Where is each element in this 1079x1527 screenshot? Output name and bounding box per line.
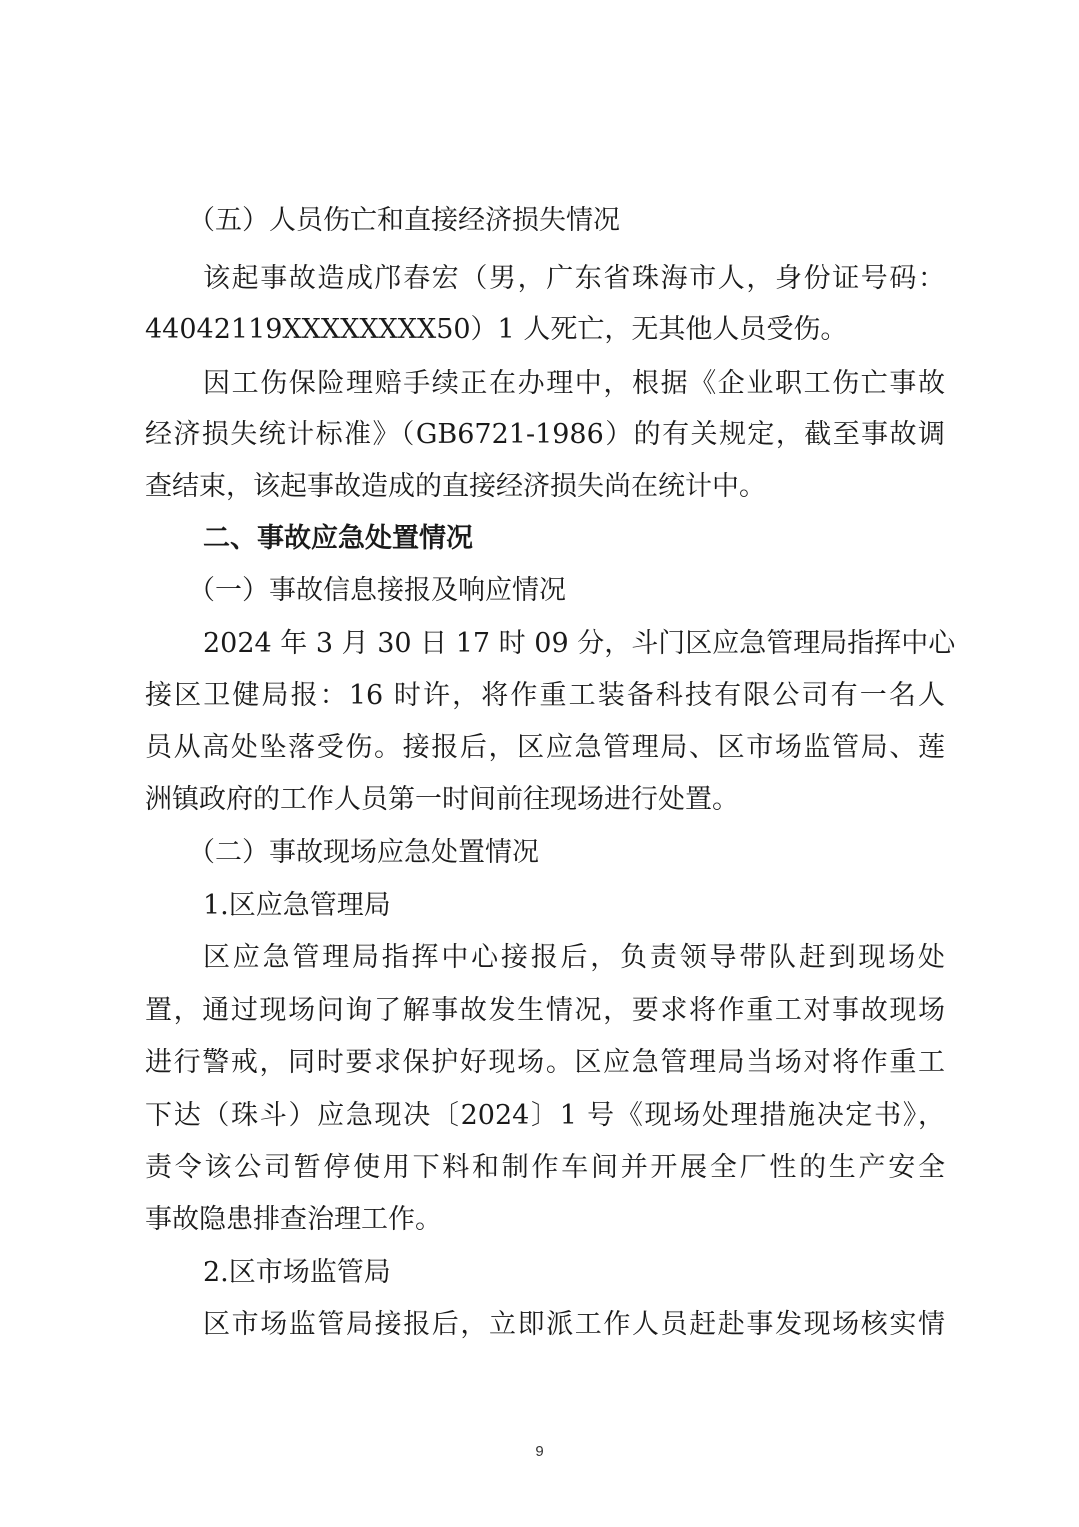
paragraph-line: 进行警戒，同时要求保护好现场。区应急管理局当场对将作重工 [145,1047,945,1078]
paragraph-line: 接区卫健局报：16 时许，将作重工装备科技有限公司有一名人 [145,680,945,711]
paragraph-line: 2024 年 3 月 30 日 17 时 09 分，斗门区应急管理局指挥中心 [203,628,956,659]
paragraph-line: 经济损失统计标准》（GB6721-1986）的有关规定，截至事故调 [145,419,945,450]
subheading-casualties: （五）人员伤亡和直接经济损失情况 [188,205,620,236]
paragraph-line: 事故隐患排查治理工作。 [145,1204,442,1235]
paragraph-line: 该起事故造成邝春宏（男，广东省珠海市人，身份证号码： [203,263,945,294]
paragraph-line: 查结束，该起事故造成的直接经济损失尚在统计中。 [145,471,766,502]
paragraph-line: 下达（珠斗）应急现决〔2024〕1 号《现场处理措施决定书》， [145,1100,945,1131]
paragraph-line: 因工伤保险理赔手续正在办理中，根据《企业职工伤亡事故 [203,368,945,399]
paragraph-line: 洲镇政府的工作人员第一时间前往现场进行处置。 [145,784,739,815]
list-item-heading: 2.区市场监管局 [203,1257,391,1288]
subheading-onsite-response: （二）事故现场应急处置情况 [188,837,539,868]
paragraph-line: 员从高处坠落受伤。接报后，区应急管理局、区市场监管局、莲 [145,732,945,763]
section-heading: 二、事故应急处置情况 [203,523,473,554]
page-number: 9 [535,1443,544,1460]
list-item-heading: 1.区应急管理局 [203,890,391,921]
subheading-report-response: （一）事故信息接报及响应情况 [188,575,566,606]
paragraph-line: 44042119XXXXXXXX50）1 人死亡，无其他人员受伤。 [145,314,848,345]
paragraph-line: 置，通过现场问询了解事故发生情况，要求将作重工对事故现场 [145,995,945,1026]
paragraph-line: 区应急管理局指挥中心接报后，负责领导带队赶到现场处 [203,942,945,973]
paragraph-line: 区市场监管局接报后，立即派工作人员赶赴事发现场核实情 [203,1309,945,1340]
paragraph-line: 责令该公司暂停使用下料和制作车间并开展全厂性的生产安全 [145,1152,945,1183]
